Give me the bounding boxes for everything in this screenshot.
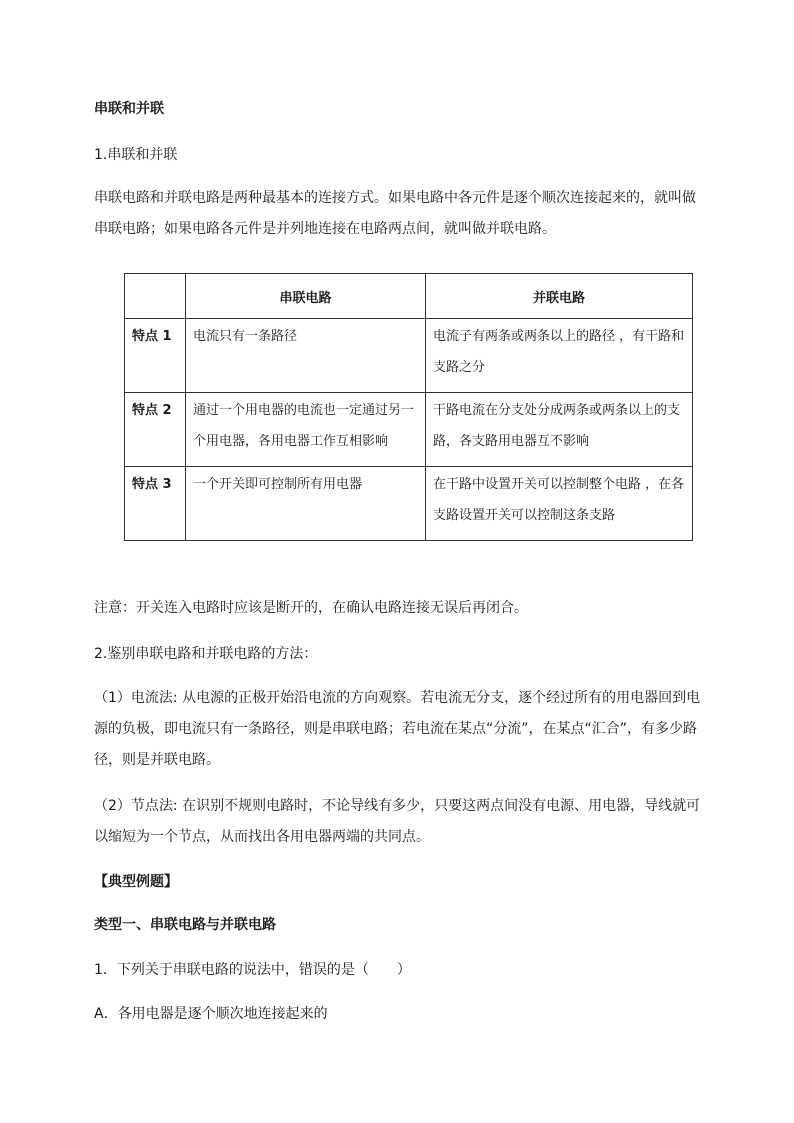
table-cell-series: 通过一个用电器的电流也一定通过另一个用电器，各用电器工作互相影响 [186, 393, 426, 467]
table-row [125, 467, 693, 541]
document-title: 串联和并联 [94, 101, 164, 117]
examples-heading: 【典型例题】 [94, 874, 178, 890]
table-header-cell: 并联电路 [426, 274, 693, 319]
table-cell-parallel: 干路电流在分支处分成两条或两条以上的支路，各支路用电器互不影响 [426, 393, 693, 467]
note-text: 注意：开关连入电路时应该是断开的，在确认电路连接无误后再闭合。 [94, 600, 528, 616]
table-header-cell: 串联电路 [186, 274, 426, 319]
table-row [125, 319, 693, 393]
table-cell-series: 一个开关即可控制所有用电器 [186, 467, 426, 541]
table-cell-parallel: 在干路中设置开关可以控制整个电路 ，在各支路设置开关可以控制这条支路 [426, 467, 693, 541]
section-heading-1: 1.串联和并联 [94, 147, 178, 163]
intro-paragraph: 串联电路和并联电路是两种最基本的连接方式。如果电路中各元件是逐个顺次连接起来的，就叫做串联电路；如果电路各元件是并列地连接在电路两点间，就叫做并联电路。 [94, 190, 696, 237]
table-row-label: 特点 1 [125, 319, 186, 393]
table-row-label: 特点 2 [125, 393, 186, 467]
table-row-label: 特点 3 [125, 467, 186, 541]
question-1: 1．下列关于串联电路的说法中，错误的是（ ） [94, 962, 411, 978]
table-row [125, 393, 693, 467]
table-header-row [125, 274, 693, 319]
table-cell-parallel: 电流子有两条或两条以上的路径 ，有干路和支路之分 [426, 319, 693, 393]
table-cell-series: 电流只有一条路径 [186, 319, 426, 393]
table-header-cell [125, 274, 186, 319]
section-heading-2: 2.鉴别串联电路和并联电路的方法： [94, 646, 318, 662]
type-heading: 类型一、串联电路与并联电路 [94, 917, 276, 933]
method-node: （2）节点法: 在识别不规则电路时，不论导线有多少，只要这两点间没有电源、用电器，导线就可以缩短为一个节点，从而找出各用电器两端的共同点。 [94, 798, 701, 845]
method-current: （1）电流法: 从电源的正极开始沿电流的方向观察。若电流无分支，逐个经过所有的用电器回到电源的负极，即电流只有一条路径，则是串联电路；若电流在某点“分流”，在某点“汇合”，有多少路径，则是并联电路。 [94, 690, 701, 768]
option-a: A．各用电器是逐个顺次地连接起来的 [94, 1006, 328, 1022]
comparison-table [124, 273, 693, 541]
